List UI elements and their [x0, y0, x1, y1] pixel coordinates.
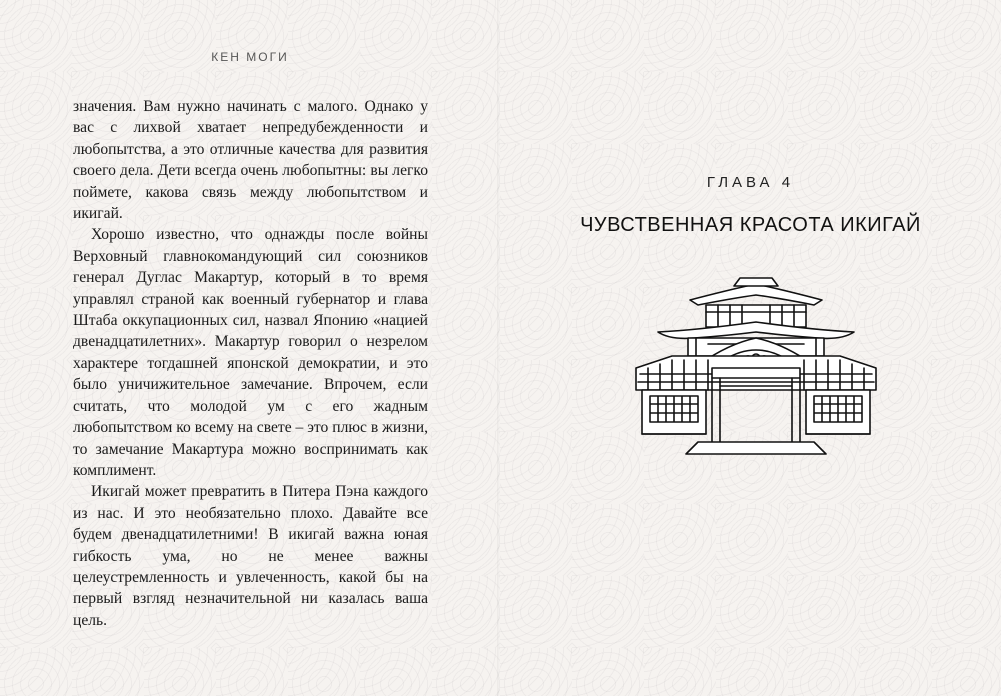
chapter-label: ГЛАВА 4 — [706, 174, 795, 191]
paragraph: значения. Вам нужно начинать с малого. Однако у вас с лихвой хватает непредубежденности и любопытства, а это отличные качества для развития своего дела. Дети всегда очень любопытны: вы легко поймете, какова связь между любопытством и икигай. — [73, 98, 428, 223]
left-page — [0, 0, 500, 696]
japanese-temple-icon — [628, 272, 884, 460]
paragraph: Хорошо известно, что однажды после войны Верховный главнокомандующий сил союзников генерал Дуглас Макартур, который в то время управлял страной как военный губернатор и глава Штаба оккупационных сил, назвал Японию «нацией двенадцатилетних». Макартур говорил о незрелом характере тогдашней японской демократии, и это было уничижительное замечание. Впрочем, если считать, что молодой ум с его жадным любопытством ко всему на свете – это плюс в жизни, то замечание Макартура можно воспринимать как комплимент. — [73, 226, 428, 479]
body-text — [73, 96, 428, 631]
chapter-title: ЧУВСТВЕННАЯ КРАСОТА ИКИГАЙ — [580, 214, 921, 236]
paragraph: Икигай может превратить в Питера Пэна каждого из нас. И это необязательно плохо. Давайте все будем двенадцатилетними! В икигай важна юная гибкость ума, но не менее важны целеустремленность и увлеченность, какой бы на первый взгляд незначительной ни казалась ваша цель. — [73, 483, 428, 629]
running-head: КЕН МОГИ — [211, 50, 289, 64]
